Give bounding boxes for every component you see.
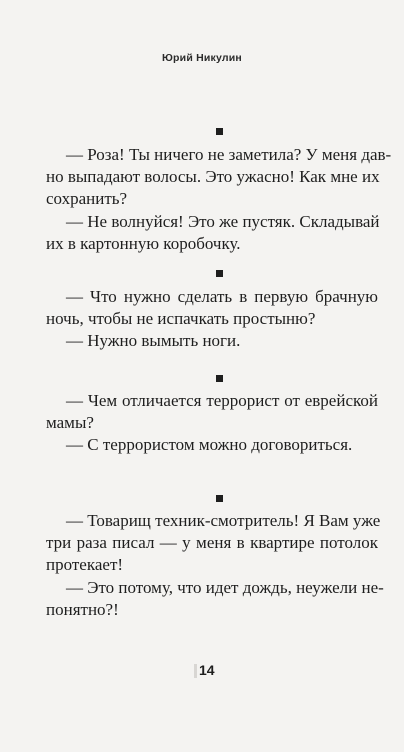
text-line: мамы? xyxy=(46,413,94,433)
text-line: но выпадают волосы. Это ужасно! Как мне их xyxy=(46,167,380,187)
joke-block xyxy=(46,144,392,255)
text-line: — Это потому, что идет дождь, неужели не- xyxy=(66,577,384,597)
text-line: — Роза! Ты ничего не заметила? У меня дав- xyxy=(66,145,392,164)
text-line: сохранить? xyxy=(46,189,128,209)
joke-block xyxy=(46,390,378,457)
text-line: ночь, чтобы не испачкать простыню? xyxy=(46,309,316,329)
section-separator xyxy=(216,270,223,277)
section-separator xyxy=(216,495,223,502)
text-line: — Чем отличается террорист от еврейской xyxy=(66,391,378,410)
text-line: протекает! xyxy=(46,555,124,575)
text-line: — Товарищ техник-смотритель! Я Вам уже xyxy=(66,511,381,530)
text-line: — Нужно вымыть ноги. xyxy=(66,331,241,351)
bleed-through-shadow xyxy=(145,72,295,102)
joke-block xyxy=(46,286,378,353)
text-line: понятно?! xyxy=(46,599,119,619)
section-separator xyxy=(216,375,223,382)
text-line: их в картонную коробочку. xyxy=(46,233,241,253)
text-line: — Что нужно сделать в первую брачную xyxy=(66,287,378,306)
text-line: — Не волнуйся! Это же пустяк. Складывай xyxy=(66,211,380,231)
section-separator xyxy=(216,128,223,135)
text-line: — С террористом можно договориться. xyxy=(66,435,353,455)
running-head: Юрий Никулин xyxy=(162,52,242,64)
page-number: 14 xyxy=(199,662,215,678)
text-line: три раза писал — у меня в квартире потолок xyxy=(46,533,378,553)
joke-block xyxy=(46,510,384,621)
